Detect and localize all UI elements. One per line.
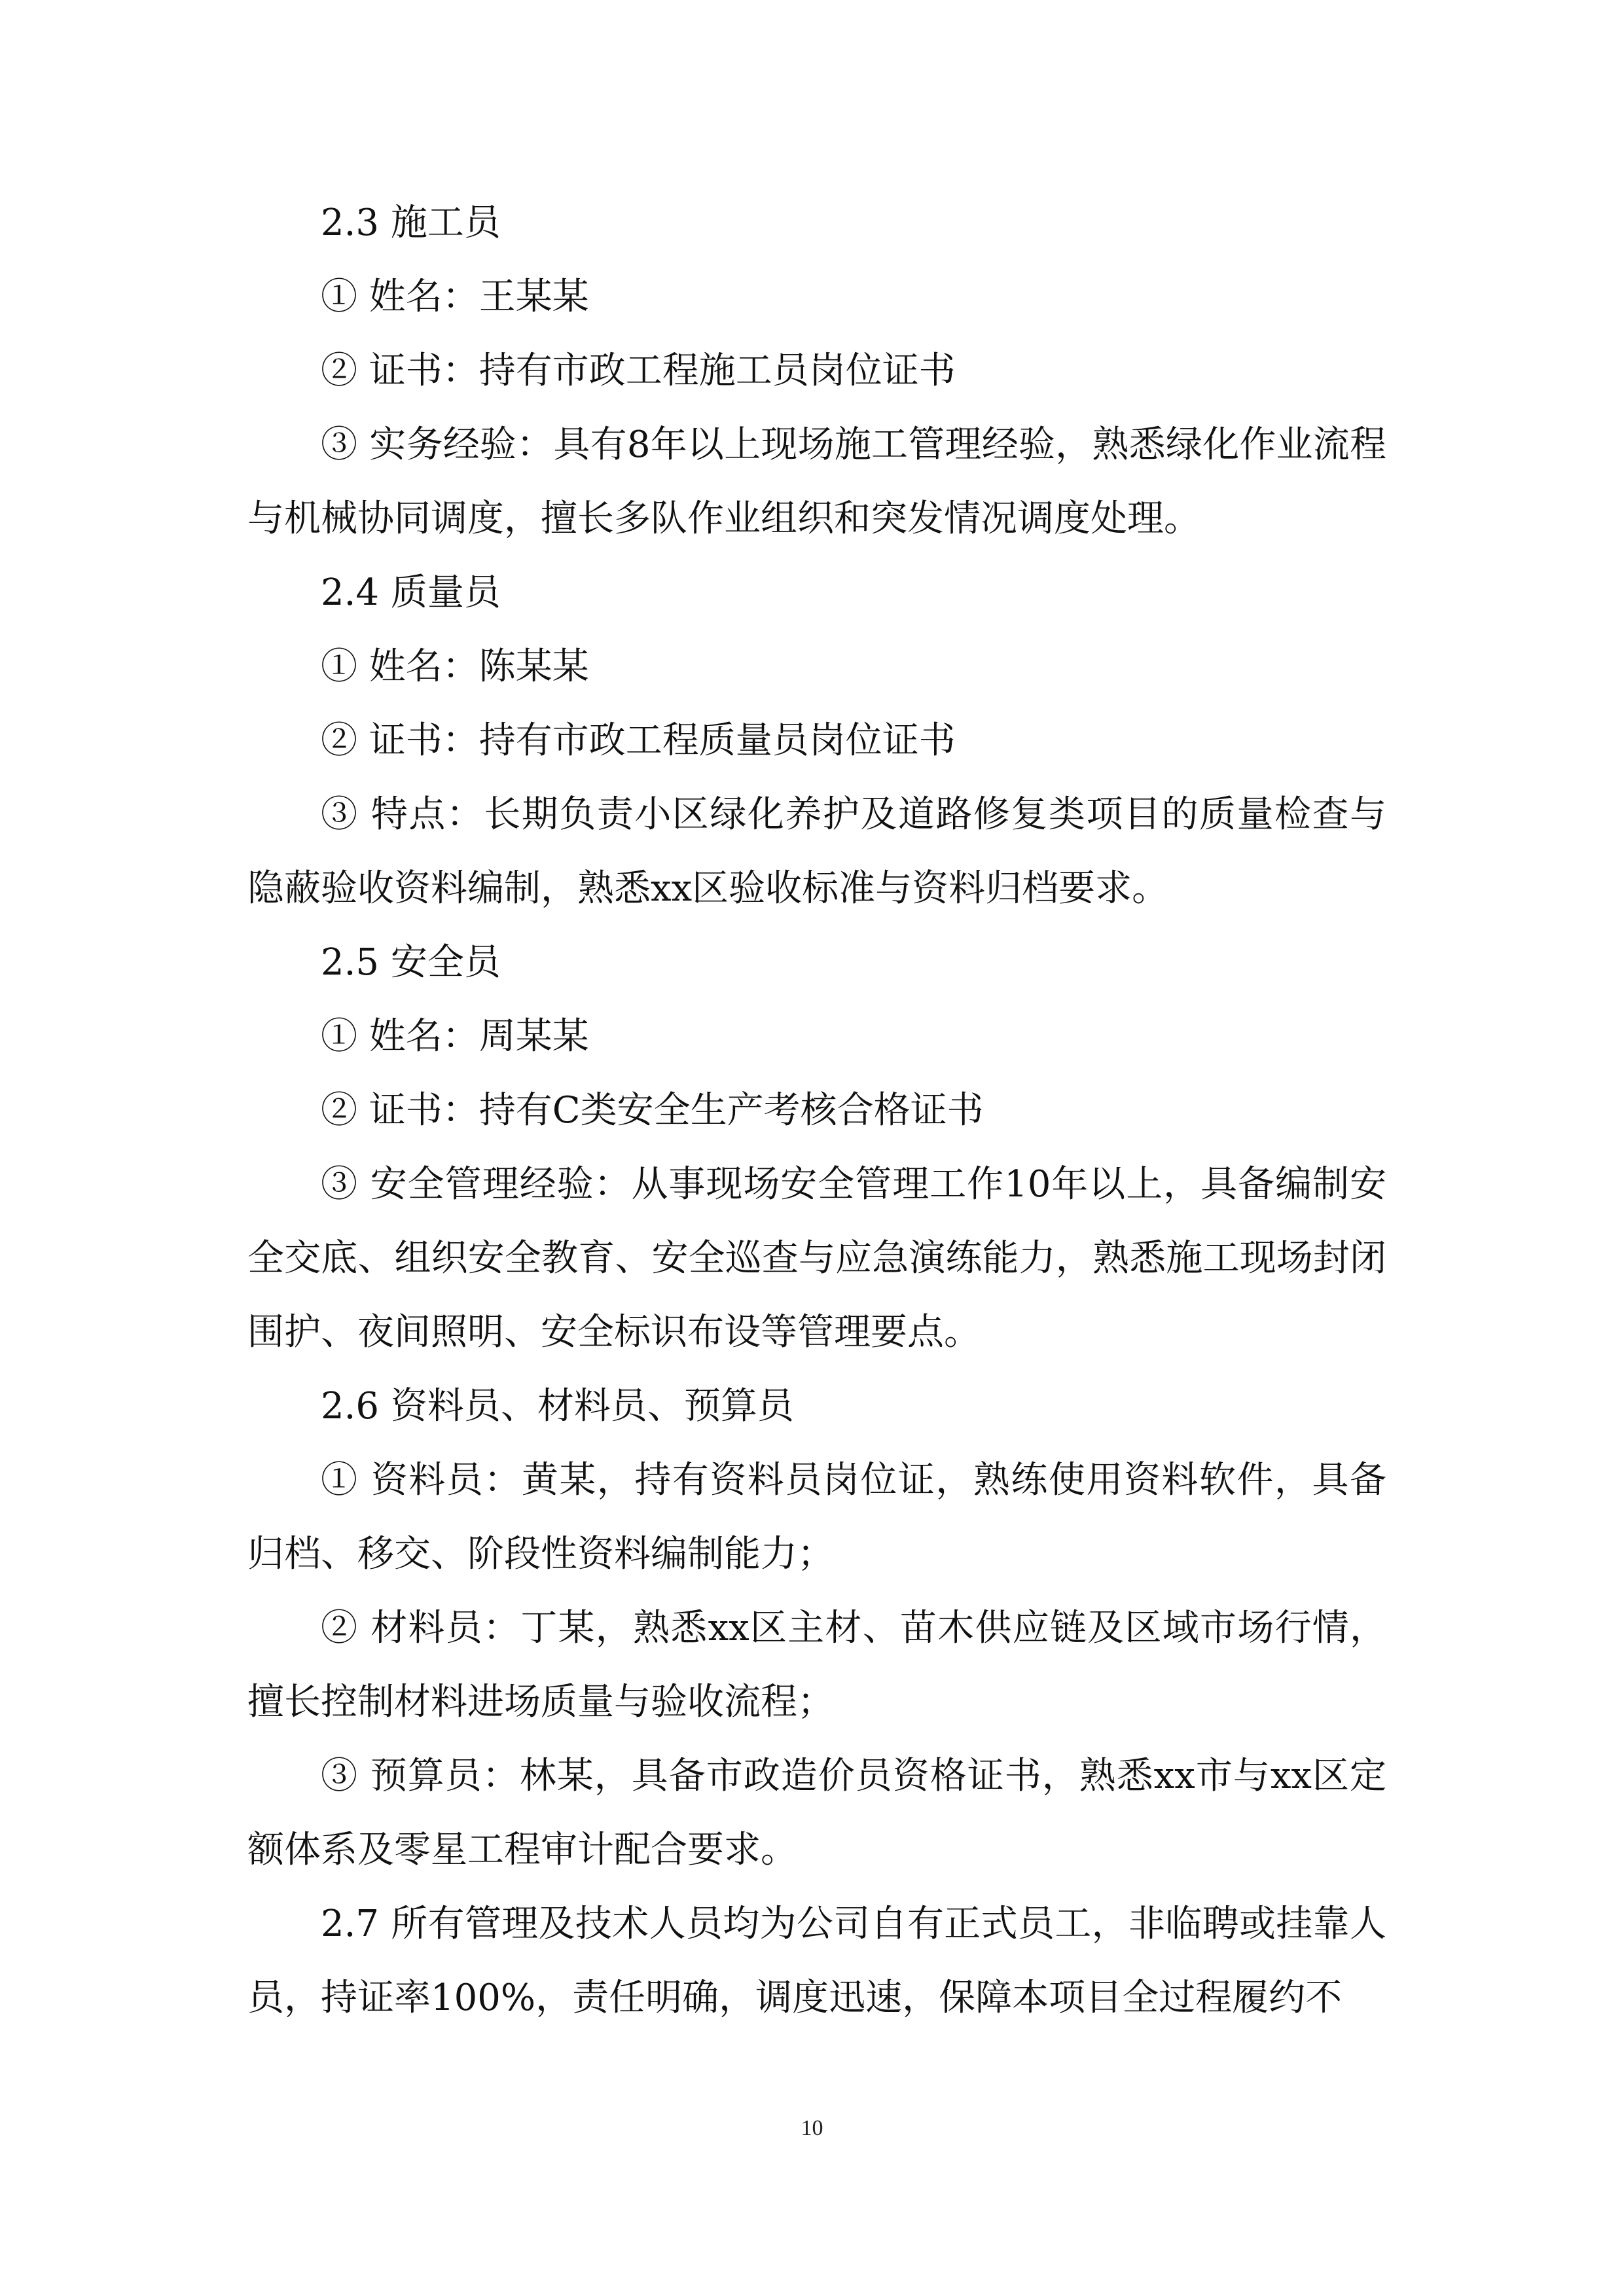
list-item-safety-experience: ③ 安全管理经验：从事现场安全管理工作10年以上，具备编制安全交底、组织安全教育、安全巡查与应急演练能力，熟悉施工现场封闭围护、夜间照明、安全标识布设等管理要点。	[247, 1163, 1386, 1354]
heading-2-3: 2.3 施工员	[321, 202, 501, 244]
list-item-certificate: ② 证书：持有C类安全生产考核合格证书	[321, 1089, 984, 1132]
list-item-features: ③ 特点：长期负责小区绿化养护及道路修复类项目的质量检查与隐蔽验收资料编制，熟悉xx区验收标准与资料归档要求。	[247, 793, 1386, 910]
heading-2-4: 2.4 质量员	[321, 571, 501, 614]
list-item-name: ① 姓名：陈某某	[321, 645, 589, 688]
paragraph-2-7: 2.7 所有管理及技术人员均为公司自有正式员工，非临聘或挂靠人员，持证率100%，责任明确，调度迅速，保障本项目全过程履约不	[247, 1903, 1386, 2019]
list-item-name: ① 姓名：王某某	[321, 276, 589, 318]
list-item-materials-clerk: ② 材料员：丁某，熟悉xx区主材、苗木供应链及区域市场行情，擅长控制材料进场质量与验收流程；	[247, 1607, 1386, 1723]
list-item-certificate: ② 证书：持有市政工程质量员岗位证书	[321, 719, 956, 762]
heading-2-6: 2.6 资料员、材料员、预算员	[321, 1385, 794, 1427]
list-item-experience: ③ 实务经验：具有8年以上现场施工管理经验，熟悉绿化作业流程与机械协同调度，擅长多队作业组织和突发情况调度处理。	[247, 423, 1386, 540]
list-item-documentation-clerk: ① 资料员：黄某，持有资料员岗位证，熟练使用资料软件，具备归档、移交、阶段性资料编制能力；	[247, 1459, 1386, 1575]
list-item-certificate: ② 证书：持有市政工程施工员岗位证书	[321, 350, 956, 392]
list-item-budget-clerk: ③ 预算员：林某，具备市政造价员资格证书，熟悉xx市与xx区定额体系及零星工程审计配合要求。	[247, 1755, 1386, 1871]
body-text	[247, 186, 1386, 2035]
list-item-name: ① 姓名：周某某	[321, 1015, 589, 1058]
page-number: 10	[801, 2116, 823, 2140]
heading-2-5: 2.5 安全员	[321, 941, 501, 984]
